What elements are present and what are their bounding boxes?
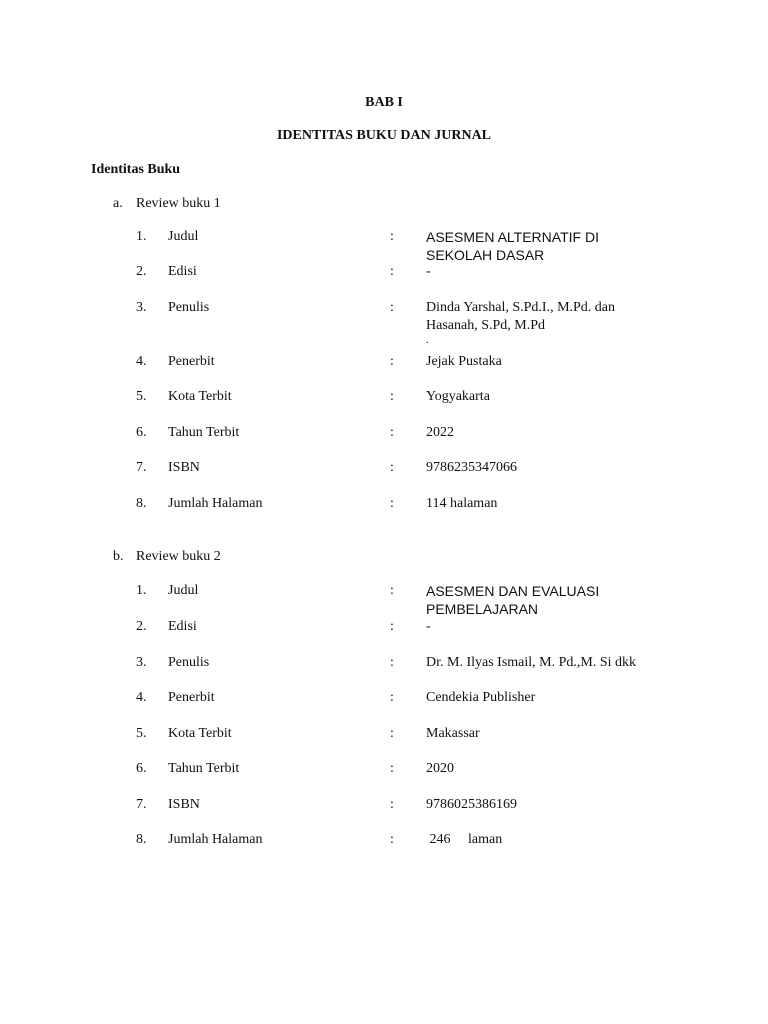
table-row-num: 3. xyxy=(136,655,147,670)
table-row-label: Judul xyxy=(168,229,199,244)
table-row-num: 5. xyxy=(136,389,147,404)
table-row-colon: : xyxy=(390,726,394,741)
table-row-num: 2. xyxy=(136,619,147,634)
table-row-value: Yogyakarta xyxy=(426,389,490,404)
table-row-colon: : xyxy=(390,761,394,776)
table-row-num: 1. xyxy=(136,583,147,598)
table-row-label: Penulis xyxy=(168,300,210,315)
table-row-num: 4. xyxy=(136,354,147,369)
table-row-label: Edisi xyxy=(168,619,197,634)
table-row-colon: : xyxy=(390,264,394,279)
section-title: Identitas Buku xyxy=(91,162,181,177)
table-row-label: Tahun Terbit xyxy=(168,761,240,776)
table-row-value-line-1: ASESMEN ALTERNATIF DI xyxy=(426,229,599,245)
table-row-value: Cendekia Publisher xyxy=(426,690,536,705)
table-row-colon: : xyxy=(390,354,394,369)
table-row-value: 9786235347066 xyxy=(426,460,517,475)
table-row-label: Kota Terbit xyxy=(168,389,232,404)
table-row-num: 6. xyxy=(136,761,147,776)
table-row-value: Jejak Pustaka xyxy=(426,354,502,369)
table-row-value-line-2: Hasanah, S.Pd, M.Pd xyxy=(426,318,546,333)
table-row-value-line-1: Dinda Yarshal, S.Pd.I., M.Pd. dan xyxy=(426,300,616,315)
table-row-label: Edisi xyxy=(168,264,197,279)
table-row-value: 2022 xyxy=(426,425,454,440)
chapter-heading: BAB I xyxy=(365,95,403,110)
table-row-label: Jumlah Halaman xyxy=(168,496,263,511)
table-row-label: Tahun Terbit xyxy=(168,425,240,440)
table-row-value: 2020 xyxy=(426,761,454,776)
table-row-num: 7. xyxy=(136,797,147,812)
table-row-colon: : xyxy=(390,619,394,634)
table-row-num: 3. xyxy=(136,300,147,315)
table-row-value: 114 halaman xyxy=(426,496,498,511)
table-row-colon: : xyxy=(390,425,394,440)
table-row-num: 7. xyxy=(136,460,147,475)
table-row-colon: : xyxy=(390,832,394,847)
table-row-value-line-1: ASESMEN DAN EVALUASI xyxy=(426,583,600,599)
book-1-marker: a. xyxy=(113,196,123,211)
table-row-trailing-mark: . xyxy=(426,335,429,346)
table-row-colon: : xyxy=(390,655,394,670)
table-row-label: Penerbit xyxy=(168,690,215,705)
table-row-value: 246 laman xyxy=(426,832,503,847)
table-row-colon: : xyxy=(390,690,394,705)
table-row-num: 4. xyxy=(136,690,147,705)
table-row-value: Dr. M. Ilyas Ismail, M. Pd.,M. Si dkk xyxy=(426,655,637,670)
table-row-num: 8. xyxy=(136,832,147,847)
table-row-value: Makassar xyxy=(426,726,480,741)
book-2-label: Review buku 2 xyxy=(136,549,221,564)
table-row-label: Judul xyxy=(168,583,199,598)
table-row-colon: : xyxy=(390,460,394,475)
table-row-colon: : xyxy=(390,229,394,244)
table-row-num: 6. xyxy=(136,425,147,440)
table-row-label: Kota Terbit xyxy=(168,726,232,741)
table-row-num: 5. xyxy=(136,726,147,741)
book-2-marker: b. xyxy=(113,549,124,564)
table-row-label: ISBN xyxy=(168,797,200,812)
table-row-colon: : xyxy=(390,496,394,511)
chapter-title: IDENTITAS BUKU DAN JURNAL xyxy=(276,128,492,143)
table-row-value-line-2: SEKOLAH DASAR xyxy=(426,247,545,263)
table-row-colon: : xyxy=(390,300,394,315)
table-row-num: 1. xyxy=(136,229,147,244)
table-row-value-line-2: PEMBELAJARAN xyxy=(426,601,539,617)
table-row-label: Penulis xyxy=(168,655,210,670)
table-row-label: Penerbit xyxy=(168,354,215,369)
table-row-colon: : xyxy=(390,389,394,404)
table-row-num: 8. xyxy=(136,496,147,511)
table-row-colon: : xyxy=(390,583,394,598)
table-row-num: 2. xyxy=(136,264,147,279)
table-row-colon: : xyxy=(390,797,394,812)
book-1-label: Review buku 1 xyxy=(136,196,221,211)
table-row-label: Jumlah Halaman xyxy=(168,832,263,847)
table-row-value: 9786025386169 xyxy=(426,797,517,812)
table-row-value: - xyxy=(426,619,431,634)
table-row-value: - xyxy=(426,264,431,279)
table-row-label: ISBN xyxy=(168,460,200,475)
